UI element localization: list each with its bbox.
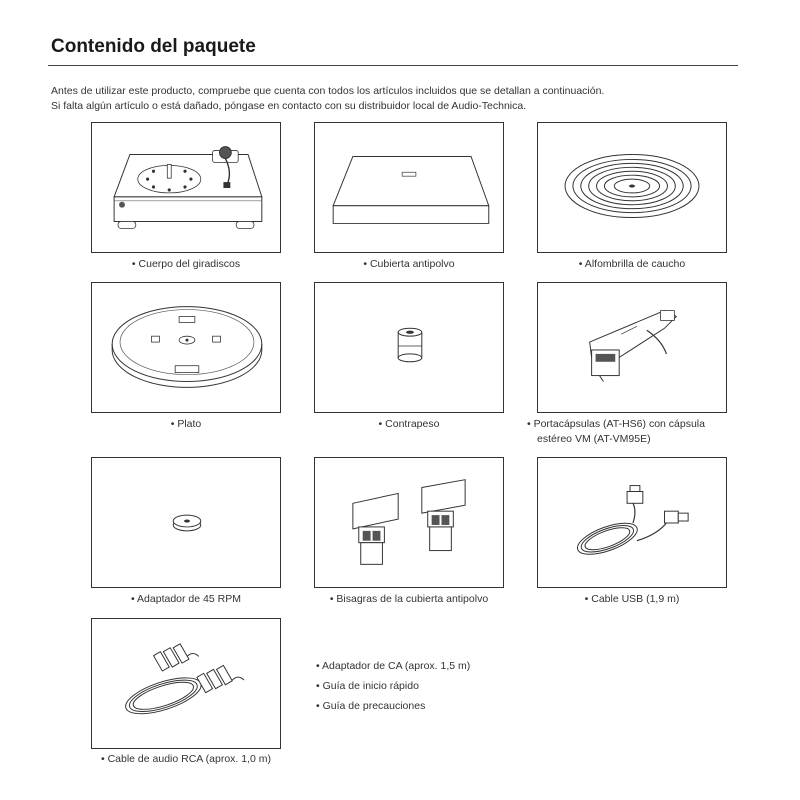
dust-cover-icon (315, 123, 503, 252)
caption-dust-cover: • Cubierta antipolvo (363, 258, 455, 270)
counterweight-icon (315, 283, 503, 412)
item-box-counterweight (314, 282, 504, 413)
item-box-platter (91, 282, 281, 413)
title-divider (48, 65, 738, 66)
item-box-rca-cable (91, 618, 281, 749)
caption-headshell-line-1: • Portacápsulas (AT-HS6) con cápsula (527, 418, 705, 430)
platter-icon (92, 283, 280, 412)
intro-line-1: Antes de utilizar este producto, compruebe que cuenta con todos los artículos incluidos que se detallan a continuación. (51, 85, 605, 97)
extras-item-precautions: • Guía de precauciones (316, 700, 426, 712)
extras-item-ac-adapter: • Adaptador de CA (aprox. 1,5 m) (316, 660, 471, 672)
item-box-hinges (314, 457, 504, 588)
intro-line-2: Si falta algún artículo o está dañado, póngase en contacto con su distribuidor local de Audio-Technica. (51, 100, 527, 112)
item-box-dust-cover (314, 122, 504, 253)
extras-list (316, 656, 470, 716)
extras-item-quick-start: • Guía de inicio rápido (316, 680, 419, 692)
intro-text (51, 84, 604, 114)
rubber-mat-icon (538, 123, 726, 252)
usb-cable-icon (538, 458, 726, 587)
caption-counterweight: • Contrapeso (378, 418, 440, 430)
item-box-turntable-body (91, 122, 281, 253)
turntable-body-icon (92, 123, 280, 252)
caption-turntable-body: • Cuerpo del giradiscos (131, 258, 241, 270)
caption-platter: • Plato (170, 418, 202, 430)
page-title: Contenido del paquete (51, 36, 256, 57)
hinges-icon (315, 458, 503, 587)
caption-usb-cable: • Cable USB (1,9 m) (584, 593, 680, 605)
adapter-45-icon (92, 458, 280, 587)
caption-adapter: • Adaptador de 45 RPM (131, 593, 241, 605)
headshell-cartridge-icon (538, 283, 726, 412)
caption-rubber-mat: • Alfombrilla de caucho (578, 258, 686, 270)
caption-headshell-line-2: estéreo VM (AT-VM95E) (537, 433, 651, 445)
item-box-usb-cable (537, 457, 727, 588)
item-box-headshell (537, 282, 727, 413)
caption-hinges: • Bisagras de la cubierta antipolvo (329, 593, 489, 605)
item-box-adapter (91, 457, 281, 588)
caption-rca-cable: • Cable de audio RCA (aprox. 1,0 m) (100, 753, 271, 765)
rca-cable-icon (92, 619, 280, 748)
caption-headshell (527, 417, 737, 447)
item-box-rubber-mat (537, 122, 727, 253)
